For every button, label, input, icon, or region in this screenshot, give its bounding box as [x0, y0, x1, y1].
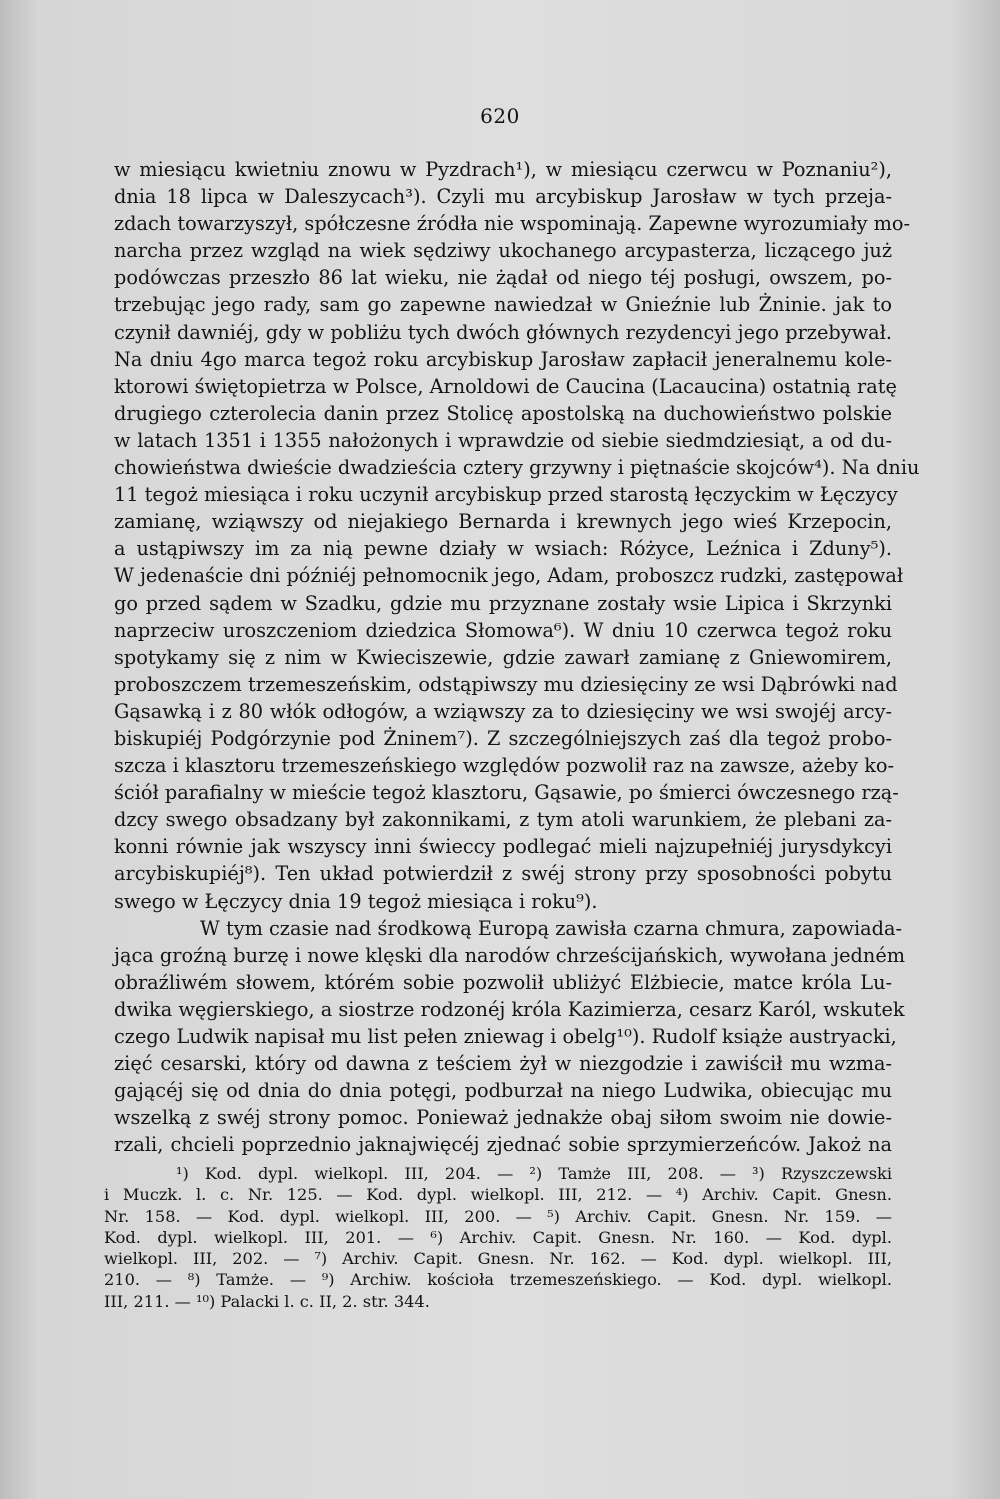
body-line: proboszczem trzemeszeńskim, odstąpiwszy mu dziesięciny ze wsi Dąbrówki nad [114, 672, 898, 696]
footnote-line: 210. — ⁸) Tamże. — ⁹) Archiw. kościoła trzemeszeńskiego. — Kod. dypl. wielkopl. [104, 1270, 892, 1290]
body-line: obraźliwém słowem, którém sobie pozwolił ubliżyć Elżbiecie, matce króla Lu- [114, 970, 892, 994]
body-line: W tym czasie nad środkową Europą zawisła czarna chmura, zapowiada- [200, 916, 903, 940]
body-line: chowieństwa dwieście dwadzieścia cztery grzywny i piętnaście skojców⁴). Na dniu [114, 456, 920, 480]
body-line: rzali, chcieli poprzednio jaknajwięcéj zjednać sobie sprzymierzeńców. Jakoż na [114, 1133, 892, 1157]
body-line: swego w Łęczycy dnia 19 tegoż miesiąca i roku⁹). [114, 889, 598, 913]
body-line: ktorowi świętopietrza w Polsce, Arnoldowi de Caucina (Lacaucina) ostatnią ratę [114, 374, 897, 398]
body-line: ściół parafialny w mieście tegoż klasztoru, Gąsawie, po śmierci ówczesnego rzą- [114, 781, 899, 805]
body-line: naprzeciw uroszczeniom dziedzica Słomowa⁶). W dniu 10 czerwca tegoż roku [114, 618, 892, 642]
body-line: narcha przez wzgląd na wiek sędziwy ukochanego arcypasterza, liczącego już [114, 239, 892, 263]
body-line: gającéj się od dnia do dnia potęgi, podburzał na niego Ludwika, obiecując mu [114, 1079, 892, 1103]
footnote-line: Nr. 158. — Kod. dypl. wielkopl. III, 200. — ⁵) Archiv. Capit. Gnesn. Nr. 159. — [104, 1206, 892, 1226]
body-line: dnia 18 lipca w Daleszycach³). Czyli mu arcybiskup Jarosław w tych przeja- [114, 185, 892, 209]
footnote-line: wielkopl. III, 202. — ⁷) Archiv. Capit. Gnesn. Nr. 162. — Kod. dypl. wielkopl. III, [104, 1249, 892, 1269]
page-number: 620 [480, 104, 520, 128]
body-line: a ustąpiwszy im za nią pewne działy w wsiach: Różyce, Leźnica i Zduny⁵). [114, 537, 892, 561]
body-line: biskupiéj Podgórzynie pod Żninem⁷). Z szczególniejszych zaś dla tegoż probo- [114, 726, 892, 750]
body-line: drugiego czterolecia danin przez Stolicę apostolską na duchowieństwo polskie [114, 401, 892, 425]
body-line: dwika węgierskiego, a siostrze rodzonéj króla Kazimierza, cesarz Karól, wskutek [114, 997, 905, 1021]
footnote-line: III, 211. — ¹⁰) Palacki l. c. II, 2. str. 344. [104, 1291, 430, 1311]
body-line: W jedenaście dni późniéj pełnomocnik jego, Adam, proboszcz rudzki, zastępował [114, 564, 904, 588]
body-line: czego Ludwik napisał mu list pełen zniewag i obelg¹⁰). Rudolf książe austryacki, [114, 1025, 897, 1048]
body-line: czynił dawniéj, gdy w pobliżu tych dwóch głównych rezydencyi jego przebywał. [114, 320, 892, 344]
body-line: go przed sądem w Szadku, gdzie mu przyznane zostały wsie Lipica i Skrzynki [114, 591, 892, 615]
body-line: w latach 1351 i 1355 nałożonych i wprawdzie od siebie siedmdziesiąt, a od du- [114, 428, 892, 452]
footnote-line: i Muczk. l. c. Nr. 125. — Kod. dypl. wielkopl. III, 212. — ⁴) Archiv. Capit. Gnesn. [104, 1185, 892, 1205]
body-line: Gąsawką i z 80 włók odłogów, a wziąwszy za to dziesięciny we wsi swojéj arcy- [114, 699, 892, 723]
body-text [114, 156, 920, 1158]
body-line: konni równie jak wszyscy inni świeccy podlegać mieli najzupełniéj jurysdykcyi [114, 835, 892, 859]
body-line: zięć cesarski, który od dawna z teściem żył w niezgodzie i zawiścił mu wzma- [114, 1052, 892, 1076]
body-line: arcybiskupiéj⁸). Ten układ potwierdził z swéj strony przy sposobności pobytu [114, 862, 892, 886]
body-line: szcza i klasztoru trzemeszeńskiego względów pozwolił raz na zawsze, ażeby ko- [114, 754, 895, 778]
body-line: wszelką z swéj strony pomoc. Ponieważ jednakże obaj siłom swoim nie dowie- [114, 1106, 892, 1130]
body-line: trzebując jego rady, sam go zapewne nawiedzał w Gnieźnie lub Żninie. jak to [114, 293, 892, 317]
body-line: dzcy swego obsadzany był zakonnikami, z tym atoli warunkiem, że plebani za- [114, 808, 892, 832]
body-line: 11 tegoż miesiąca i roku uczynił arcybiskup przed starostą łęczyckim w Łęczycy [114, 483, 898, 507]
body-line: zdach towarzyszył, spółczesne źródła nie wspominają. Zapewne wyrozumiały mo- [114, 212, 911, 236]
body-line: podówczas przeszło 86 lat wieku, nie żądał od niego téj posługi, owszem, po- [114, 266, 892, 290]
body-line: jąca groźną burzę i nowe klęski dla narodów chrześcijańskich, wywołana jedném [114, 943, 906, 967]
body-line: zamianę, wziąwszy od niejakiego Bernarda i krewnych jego wieś Krzepocin, [114, 510, 892, 534]
body-line: spotykamy się z nim w Kwieciszewie, gdzie zawarł zamianę z Gniewomirem, [114, 645, 892, 669]
footnotes [104, 1163, 892, 1312]
footnote-line: ¹) Kod. dypl. wielkopl. III, 204. — ²) Tamże III, 208. — ³) Rzyszczewski [176, 1164, 892, 1183]
footnote-line: Kod. dypl. wielkopl. III, 201. — ⁶) Archiv. Capit. Gnesn. Nr. 160. — Kod. dypl. [104, 1227, 892, 1247]
body-line: w miesiącu kwietniu znowu w Pyzdrach¹), w miesiącu czerwcu w Poznaniu²), [114, 158, 892, 181]
body-line: Na dniu 4go marca tegoż roku arcybiskup Jarosław zapłacił jeneralnemu kole- [114, 347, 892, 371]
